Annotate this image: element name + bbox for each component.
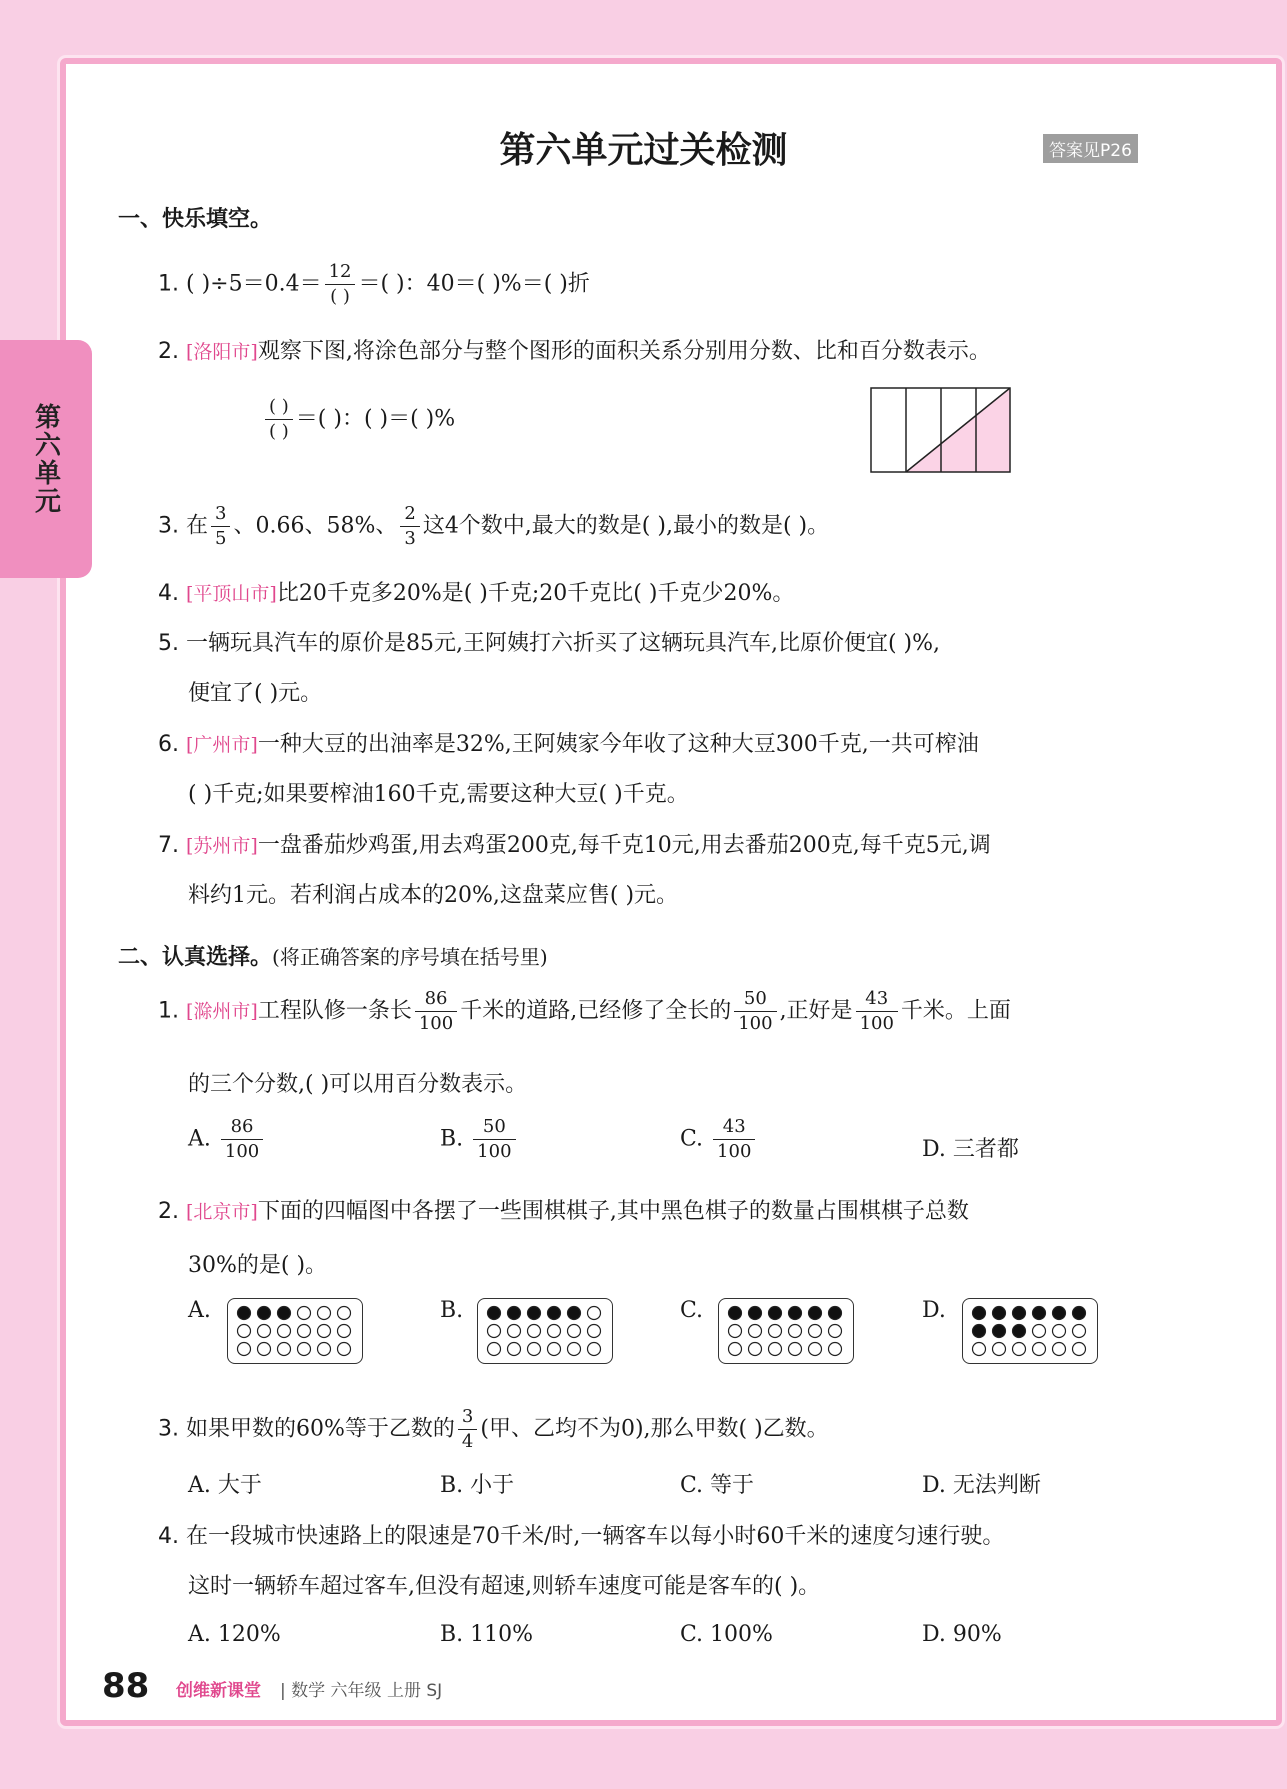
- white-stone: [809, 1325, 822, 1338]
- choice-2-1-option-c: C. $\frac{43}{100}$: [680, 1118, 758, 1161]
- white-stone: [789, 1343, 802, 1356]
- go-stones-board-d: [962, 1298, 1098, 1364]
- go-stones-board-c: [718, 1298, 854, 1364]
- choice-2-1-option-a: A. $\frac{86}{100}$: [188, 1118, 266, 1161]
- white-stone: [238, 1343, 251, 1356]
- white-stone: [1033, 1343, 1046, 1356]
- question-1-3: 3. 在 $\frac{3}{5}$ 、0.66、58%、 $\frac{2}{3}$ 这4个数中,最大的数是( ),最小的数是( )。: [158, 503, 830, 549]
- choice-2-1-line-2: 的三个分数,( )可以用百分数表示。: [188, 1072, 528, 1097]
- black-stone: [789, 1307, 802, 1320]
- fraction: $\frac{43}{100}$: [856, 990, 898, 1033]
- choice-2-4-line-2: 这时一辆轿车超过客车,但没有超速,则轿车速度可能是客车的( )。: [188, 1574, 821, 1599]
- choice-2-4-option-d: D. 90%: [922, 1622, 1002, 1647]
- fraction: $\frac{2}{3}$: [400, 505, 419, 548]
- question-1-6: 6. [广州市]一种大豆的出油率是32%,王阿姨家今年收了这种大豆300千克,一共可榨油: [158, 732, 979, 757]
- white-stone: [588, 1307, 601, 1320]
- fraction: $\frac{86}{100}$: [415, 990, 457, 1033]
- fraction: $\frac{12}{( )}$: [325, 263, 356, 306]
- white-stone: [1013, 1343, 1026, 1356]
- fraction: $\frac{50}{100}$: [734, 990, 776, 1033]
- question-1-1: 1. ( )÷5＝0.4＝ $\frac{12}{( )}$ ＝( )：40＝( )%＝( )折: [158, 261, 590, 307]
- white-stone: [993, 1343, 1006, 1356]
- go-stones: [486, 1305, 604, 1357]
- white-stone: [829, 1325, 842, 1338]
- choice-2-2-option-a-label: A.: [188, 1298, 211, 1323]
- white-stone: [1073, 1343, 1086, 1356]
- page-number: 88: [102, 1666, 150, 1706]
- white-stone: [298, 1343, 311, 1356]
- white-stone: [973, 1343, 986, 1356]
- fraction: $\frac{3}{4}$: [458, 1408, 477, 1451]
- white-stone: [548, 1325, 561, 1338]
- black-stone: [238, 1307, 251, 1320]
- unit-side-tab: 第六单元: [0, 340, 92, 578]
- section-2-heading: 二、认真选择。(将正确答案的序号填在括号里): [118, 945, 548, 970]
- choice-2-1-option-b: B. $\frac{50}{100}$: [440, 1118, 519, 1161]
- choice-2-1: 1. [滁州市]工程队修一条长 $\frac{86}{100}$ 千米的道路,已经修了全长的 $\frac{50}{100}$ ,正好是 $\frac{43}{100}$ 千米。上面: [158, 988, 1011, 1034]
- choice-2-4-option-a: A. 120%: [188, 1622, 281, 1647]
- white-stone: [278, 1343, 291, 1356]
- choice-2-1-option-d: D. 三者都: [922, 1137, 1019, 1162]
- footer-book-info: | 数学 六年级 上册 SJ: [280, 1681, 443, 1701]
- white-stone: [508, 1325, 521, 1338]
- white-stone: [1073, 1325, 1086, 1338]
- go-stones: [236, 1305, 354, 1357]
- white-stone: [258, 1343, 271, 1356]
- choice-2-3-option-a: A. 大于: [188, 1473, 262, 1498]
- white-stone: [528, 1343, 541, 1356]
- white-stone: [238, 1325, 251, 1338]
- page-title: 第六单元过关检测: [499, 130, 788, 171]
- choice-2-3-option-b: B. 小于: [440, 1473, 515, 1498]
- white-stone: [829, 1343, 842, 1356]
- black-stone: [749, 1307, 762, 1320]
- white-stone: [528, 1325, 541, 1338]
- white-stone: [1053, 1343, 1066, 1356]
- white-stone: [729, 1343, 742, 1356]
- white-stone: [338, 1325, 351, 1338]
- white-stone: [298, 1307, 311, 1320]
- black-stone: [548, 1307, 561, 1320]
- question-1-7-line-2: 料约1元。若利润占成本的20%,这盘菜应售( )元。: [188, 883, 679, 908]
- white-stone: [488, 1325, 501, 1338]
- black-stone: [993, 1307, 1006, 1320]
- black-stone: [1013, 1325, 1026, 1338]
- choice-2-2: 2. [北京市]下面的四幅图中各摆了一些围棋棋子,其中黑色棋子的数量占围棋棋子总数: [158, 1199, 969, 1224]
- black-stone: [809, 1307, 822, 1320]
- black-stone: [1033, 1307, 1046, 1320]
- white-stone: [809, 1343, 822, 1356]
- white-stone: [568, 1343, 581, 1356]
- black-stone: [973, 1325, 986, 1338]
- go-stones: [971, 1305, 1089, 1357]
- white-stone: [338, 1307, 351, 1320]
- question-1-5: 5. 一辆玩具汽车的原价是85元,王阿姨打六折买了这辆玩具汽车,比原价便宜( )%,: [158, 631, 941, 656]
- black-stone: [829, 1307, 842, 1320]
- white-stone: [278, 1325, 291, 1338]
- black-stone: [528, 1307, 541, 1320]
- white-stone: [318, 1343, 331, 1356]
- black-stone: [769, 1307, 782, 1320]
- white-stone: [789, 1325, 802, 1338]
- white-stone: [488, 1343, 501, 1356]
- fraction: $\frac{3}{5}$: [211, 505, 230, 548]
- choice-2-2-option-c-label: C.: [680, 1298, 704, 1323]
- choice-2-2-option-b-label: B.: [440, 1298, 464, 1323]
- choice-2-3: 3. 如果甲数的60%等于乙数的 $\frac{3}{4}$ (甲、乙均不为0),那么甲数( )乙数。: [158, 1406, 829, 1452]
- black-stone: [1073, 1307, 1086, 1320]
- white-stone: [548, 1343, 561, 1356]
- question-1-6-line-2: ( )千克;如果要榨油160千克,需要这种大豆( )千克。: [188, 782, 689, 807]
- white-stone: [1033, 1325, 1046, 1338]
- black-stone: [258, 1307, 271, 1320]
- section-1-heading: 一、快乐填空。: [118, 207, 273, 232]
- white-stone: [588, 1325, 601, 1338]
- fraction: $\frac{( )}{( )}$: [265, 398, 293, 441]
- black-stone: [729, 1307, 742, 1320]
- black-stone: [278, 1307, 291, 1320]
- white-stone: [729, 1325, 742, 1338]
- white-stone: [318, 1325, 331, 1338]
- shaded-rectangle-figure: [870, 386, 1012, 474]
- choice-2-4-option-c: C. 100%: [680, 1622, 773, 1647]
- white-stone: [1053, 1325, 1066, 1338]
- black-stone: [973, 1307, 986, 1320]
- choice-2-2-option-d-label: D.: [922, 1298, 946, 1323]
- choice-2-4: 4. 在一段城市快速路上的限速是70千米/时,一辆客车以每小时60千米的速度匀速行驶。: [158, 1524, 1005, 1549]
- black-stone: [1053, 1307, 1066, 1320]
- white-stone: [258, 1325, 271, 1338]
- black-stone: [488, 1307, 501, 1320]
- white-stone: [769, 1343, 782, 1356]
- white-stone: [749, 1325, 762, 1338]
- black-stone: [508, 1307, 521, 1320]
- white-stone: [338, 1343, 351, 1356]
- question-1-7: 7. [苏州市]一盘番茄炒鸡蛋,用去鸡蛋200克,每千克10元,用去番茄200克,每千克5元,调: [158, 833, 991, 858]
- choice-2-4-option-b: B. 110%: [440, 1622, 534, 1647]
- answer-reference-badge: 答案见P26: [1043, 134, 1138, 163]
- white-stone: [769, 1325, 782, 1338]
- question-1-2: 2. [洛阳市]观察下图,将涂色部分与整个图形的面积关系分别用分数、比和百分数表示。: [158, 339, 991, 364]
- black-stone: [568, 1307, 581, 1320]
- footer-brand: 创维新课堂: [176, 1681, 261, 1701]
- white-stone: [508, 1343, 521, 1356]
- black-stone: [993, 1325, 1006, 1338]
- question-1-2-answer-line: $\frac{( )}{( )}$ ＝( )：( )＝( )%: [262, 398, 455, 441]
- go-stones-board-b: [477, 1298, 613, 1364]
- white-stone: [588, 1343, 601, 1356]
- go-stones-board-a: [227, 1298, 363, 1364]
- choice-2-2-line-2: 30%的是( )。: [188, 1253, 328, 1278]
- white-stone: [568, 1325, 581, 1338]
- go-stones: [727, 1305, 845, 1357]
- choice-2-3-option-d: D. 无法判断: [922, 1473, 1041, 1498]
- question-1-5-line-2: 便宜了( )元。: [188, 681, 323, 706]
- choice-2-3-option-c: C. 等于: [680, 1473, 755, 1498]
- white-stone: [298, 1325, 311, 1338]
- white-stone: [318, 1307, 331, 1320]
- black-stone: [1013, 1307, 1026, 1320]
- question-1-4: 4. [平顶山市]比20千克多20%是( )千克;20千克比( )千克少20%。: [158, 581, 795, 606]
- white-stone: [749, 1343, 762, 1356]
